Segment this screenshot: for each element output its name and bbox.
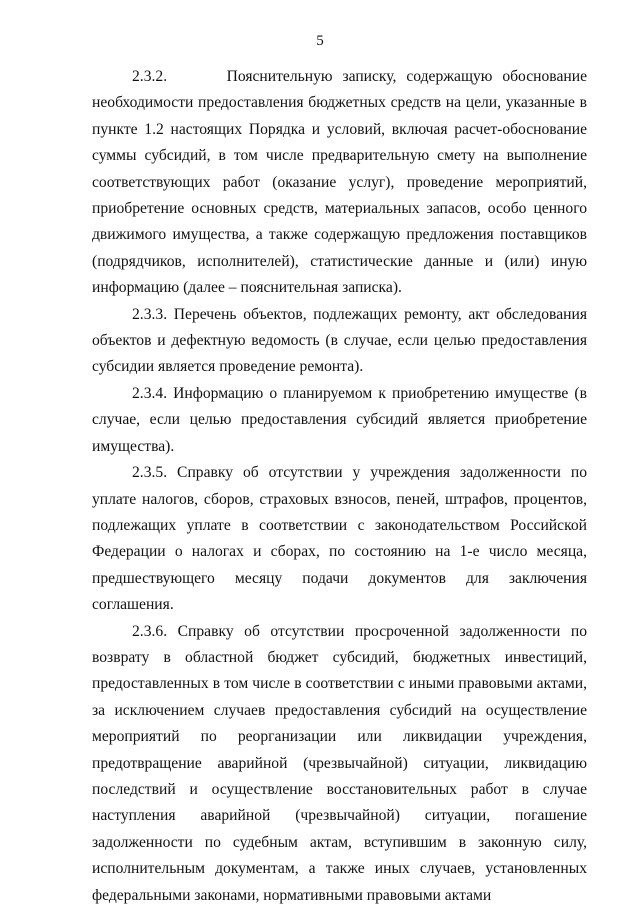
paragraph-2-3-2: 2.3.2. Пояснительную записку, содержащую обоснование необходимости предоставления бюджетных средств на цели, указанные в пункте 1.2 настоящих Порядка и условий, включая расчет-обоснование суммы субсидий, в том числе предварительную смету на выполнение соответствующих работ (оказание услуг), проведение мероприятий, приобретение основных средств, материальных запасов, особо ценного движимого имущества, а также содержащую предложения поставщиков (подрядчиков, исполнителей), статистические данные и (или) иную информацию (далее – пояснительная записка). bbox=[92, 68, 587, 297]
page-number: 5 bbox=[316, 33, 324, 49]
paragraph-2-3-5: 2.3.5. Справку об отсутствии у учреждения задолженности по уплате налогов, сборов, страховых взносов, пеней, штрафов, процентов, подлежащих уплате в соответствии с законодательством Российской Федерации о налогах и сборах, по состоянию на 1-е число месяца, предшествующего месяцу подачи документов для заключения соглашения. bbox=[92, 464, 587, 614]
document-body bbox=[92, 64, 587, 909]
paragraph-2-3-4: 2.3.4. Информацию о планируемом к приобретению имуществе (в случае, если целью предоставления субсидий является приобретение имущества). bbox=[92, 384, 587, 455]
paragraph-2-3-6: 2.3.6. Справку об отсутствии просроченной задолженности по возврату в областной бюджет субсидий, бюджетных инвестиций, предоставленных в том числе в соответствии с иными правовыми актами, за исключением случаев предоставления субсидий на осуществление мероприятий по реорганизации или ликвидации учреждения, предотвращение аварийной (чрезвычайной) ситуации, ликвидацию последствий и осуществление восстановительных работ в случае наступления аварийной (чрезвычайной) ситуации, погашение задолженности по судебным актам, вступившим в законную силу, исполнительным документам, а также иных случаев, установленных федеральными законами, нормативными правовыми актами bbox=[92, 622, 587, 904]
paragraph-2-3-3: 2.3.3. Перечень объектов, подлежащих ремонту, акт обследования объектов и дефектную ведомость (в случае, если целью предоставления субсидии является проведение ремонта). bbox=[92, 305, 587, 376]
